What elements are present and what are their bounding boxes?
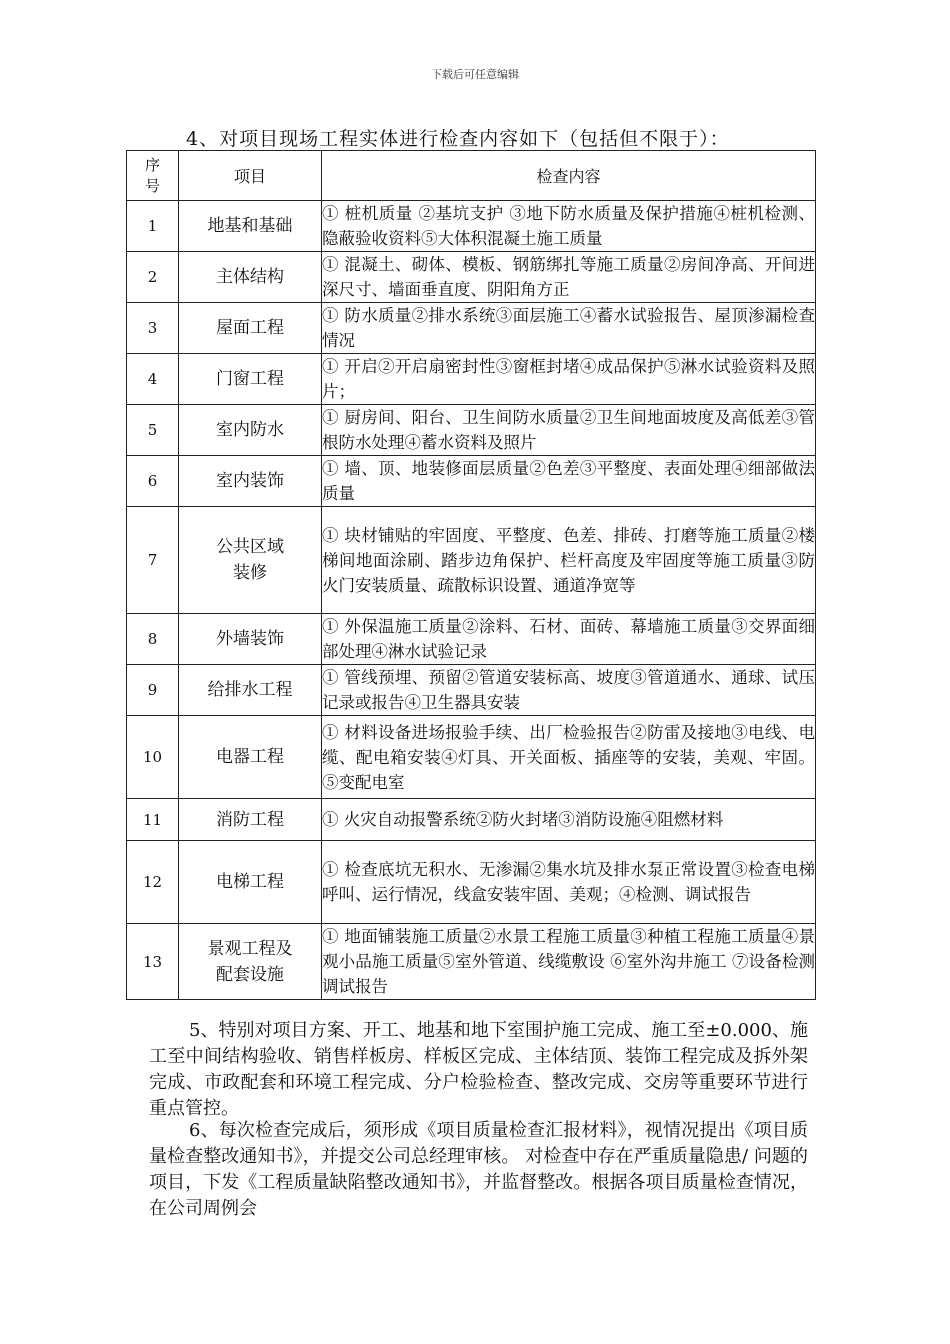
row-item: 门窗工程 [179, 354, 322, 405]
paragraph-6: 6、每次检查完成后，须形成《项目质量检查汇报材料》，视情况提出《项目质量检查整改通知书》，并提交公司总经理审核。 对检查中存在严重质量隐患/ 问题的项目，下发《工程质量缺陷整改通知书》，并监督整改。根据各项目质量检查情况，在公司周例会 [149, 1120, 808, 1219]
row-number: 9 [127, 665, 179, 716]
inspection-table [126, 150, 816, 1000]
row-content: ① 材料设备进场报验手续、出厂检验报告②防雷及接地③电线、电缆、配电箱安装④灯具、开关面板、插座等的安装，美观、牢固。⑤变配电室 [322, 716, 816, 799]
table-row [127, 456, 816, 507]
header-content: 检查内容 [322, 151, 816, 201]
row-item: 电梯工程 [179, 841, 322, 924]
row-item: 电器工程 [179, 716, 322, 799]
table-header-row [127, 151, 816, 201]
row-number: 11 [127, 799, 179, 841]
row-item: 主体结构 [179, 252, 322, 303]
row-content: ① 检查底坑无积水、无渗漏②集水坑及排水泵正常设置③检查电梯呼叫、运行情况，线盒安装牢固、美观；④检测、调试报告 [322, 841, 816, 924]
table-row [127, 924, 816, 1000]
table-row [127, 201, 816, 252]
paragraph-5: 5、特别对项目方案、开工、地基和地下室围护施工完成、施工至±0.000、施工至中间结构验收、销售样板房、样板区完成、主体结顶、装饰工程完成及拆外架完成、市政配套和环境工程完成、分户检验检查、整改完成、交房等重要环节进行重点管控。 [149, 1020, 808, 1119]
row-number: 2 [127, 252, 179, 303]
row-item: 外墙装饰 [179, 614, 322, 665]
row-number: 13 [127, 924, 179, 1000]
table-row [127, 303, 816, 354]
row-content: ① 厨房间、阳台、卫生间防水质量②卫生间地面坡度及高低差③管根防水处理④蓄水资料及照片 [322, 405, 816, 456]
row-item: 室内装饰 [179, 456, 322, 507]
row-number: 12 [127, 841, 179, 924]
row-content: ① 开启②开启扇密封性③窗框封堵④成品保护⑤淋水试验资料及照片； [322, 354, 816, 405]
row-number: 3 [127, 303, 179, 354]
table-row [127, 799, 816, 841]
table-row [127, 405, 816, 456]
row-number: 4 [127, 354, 179, 405]
table-row [127, 252, 816, 303]
row-number: 10 [127, 716, 179, 799]
table-row [127, 507, 816, 614]
row-content: ① 火灾自动报警系统②防火封堵③消防设施④阻燃材料 [322, 799, 816, 841]
header-no: 序号 [127, 151, 179, 201]
row-content: ① 地面铺装施工质量②水景工程施工质量③种植工程施工质量④景观小品施工质量⑤室外管道、线缆敷设 ⑥室外沟井施工 ⑦设备检测调试报告 [322, 924, 816, 1000]
table-row [127, 841, 816, 924]
row-item: 地基和基础 [179, 201, 322, 252]
row-item: 景观工程及 配套设施 [179, 924, 322, 1000]
row-content: ① 墙、顶、地装修面层质量②色差③平整度、表面处理④细部做法质量 [322, 456, 816, 507]
row-content: ① 桩机质量 ②基坑支护 ③地下防水质量及保护措施④桩机检测、隐蔽验收资料⑤大体积混凝土施工质量 [322, 201, 816, 252]
header-note: 下载后可任意编辑 [431, 68, 519, 81]
table-row [127, 665, 816, 716]
row-item: 室内防水 [179, 405, 322, 456]
row-item: 消防工程 [179, 799, 322, 841]
header-item: 项目 [179, 151, 322, 201]
row-content: ① 外保温施工质量②涂料、石材、面砖、幕墙施工质量③交界面细部处理④淋水试验记录 [322, 614, 816, 665]
row-item: 公共区域 装修 [179, 507, 322, 614]
row-content: ① 防水质量②排水系统③面层施工④蓄水试验报告、屋顶渗漏检查情况 [322, 303, 816, 354]
row-content: ① 块材铺贴的牢固度、平整度、色差、排砖、打磨等施工质量②楼梯间地面涂刷、踏步边角保护、栏杆高度及牢固度等施工质量③防火门安装质量、疏散标识设置、通道净宽等 [322, 507, 816, 614]
table-row [127, 614, 816, 665]
section-title: 4、对项目现场工程实体进行检查内容如下（包括但不限于）： [186, 128, 730, 150]
table-row [127, 716, 816, 799]
row-number: 5 [127, 405, 179, 456]
row-content: ① 混凝土、砌体、模板、钢筋绑扎等施工质量②房间净高、开间进深尺寸、墙面垂直度、阴阳角方正 [322, 252, 816, 303]
table-row [127, 354, 816, 405]
row-number: 8 [127, 614, 179, 665]
table-body [127, 201, 816, 1000]
row-content: ① 管线预埋、预留②管道安装标高、坡度③管道通水、通球、试压记录或报告④卫生器具安装 [322, 665, 816, 716]
row-item: 给排水工程 [179, 665, 322, 716]
row-number: 7 [127, 507, 179, 614]
row-number: 1 [127, 201, 179, 252]
row-number: 6 [127, 456, 179, 507]
row-item: 屋面工程 [179, 303, 322, 354]
